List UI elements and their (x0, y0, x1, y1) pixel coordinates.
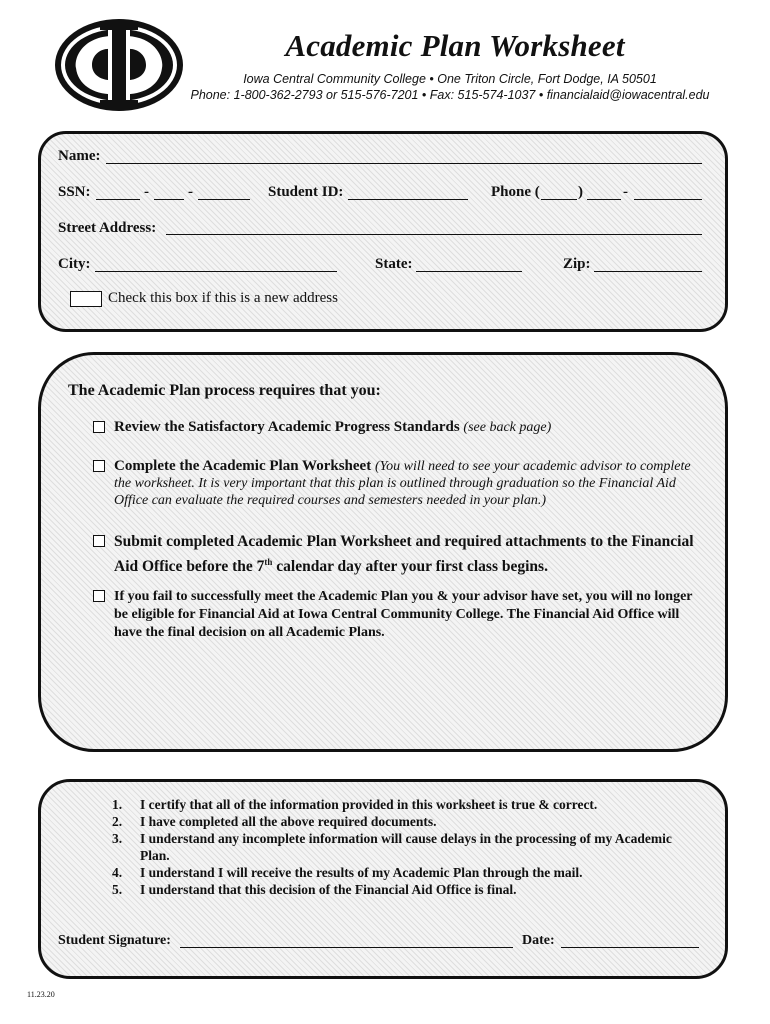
phone-label: Phone ( (491, 184, 540, 200)
college-address: Iowa Central Community College • One Triton Circle, Fort Dodge, IA 50501 (243, 72, 657, 86)
ssn-label: SSN: (58, 184, 91, 200)
requirement-text: Submit completed Academic Plan Worksheet and required attachments to the Financial Aid Office before the 7 (114, 533, 694, 576)
requirement-note: (You will need to see your academic advisor to complete the worksheet. It is very important that this plan is outlined through graduation so the Financial Aid Office can evaluate the required courses and semesters needed in your plan.) (114, 459, 691, 508)
requirement-text: calendar day after your first class begins. (272, 558, 548, 576)
requirement-item (114, 419, 704, 436)
checkbox-icon (93, 421, 105, 433)
requirement-item (114, 588, 704, 642)
college-contact: Phone: 1-800-362-2793 or 515-576-7201 • Fax: 515-574-1037 • financialaid@iowacentral.edu (190, 88, 710, 102)
requirement-item (114, 458, 704, 509)
requirement-text: Review the Satisfactory Academic Progress Standards (114, 419, 460, 435)
state-label: State: (375, 256, 413, 272)
phone-area-field[interactable] (541, 199, 577, 200)
ssn-dash: - (188, 184, 193, 200)
student-id-field[interactable] (348, 199, 468, 200)
new-address-checkbox[interactable] (70, 291, 102, 307)
page-title: Academic Plan Worksheet (285, 28, 625, 63)
list-item: 2. I have completed all the above required documents. (112, 814, 437, 829)
zip-field[interactable] (594, 271, 702, 272)
superscript: th (264, 557, 273, 567)
name-label: Name: (58, 148, 101, 164)
zip-label: Zip: (563, 256, 591, 272)
list-item: 4. I understand I will receive the results of my Academic Plan through the mail. (112, 865, 583, 880)
requirements-heading: The Academic Plan process requires that you: (68, 382, 381, 399)
state-field[interactable] (416, 271, 522, 272)
ssn-field-part2[interactable] (154, 199, 184, 200)
list-item: 3. I understand any incomplete information will cause delays in the processing of my Academic Plan. (112, 831, 672, 863)
checkbox-icon (93, 460, 105, 472)
ssn-field-part3[interactable] (198, 199, 250, 200)
ssn-dash: - (144, 184, 149, 200)
name-field[interactable] (106, 163, 702, 164)
signature-label: Student Signature: (58, 933, 171, 948)
date-label: Date: (522, 933, 555, 948)
requirement-item (114, 532, 704, 577)
version-date: 11.23.20 (27, 990, 55, 999)
list-item: 5. I understand that this decision of the Financial Aid Office is final. (112, 882, 517, 897)
ssn-field-part1[interactable] (96, 199, 140, 200)
street-address-label: Street Address: (58, 220, 157, 236)
requirement-note: (see back page) (463, 420, 552, 435)
certification-list (112, 796, 692, 898)
phone-paren: ) (578, 184, 583, 200)
date-field[interactable] (561, 947, 699, 948)
college-logo-icon (52, 16, 186, 114)
phone-dash: - (623, 184, 628, 200)
city-field[interactable] (95, 271, 337, 272)
student-id-label: Student ID: (268, 184, 344, 200)
phone-line-field[interactable] (634, 199, 702, 200)
checkbox-icon (93, 590, 105, 602)
requirement-text: Complete the Academic Plan Worksheet (114, 458, 372, 474)
signature-field[interactable] (180, 947, 513, 948)
checkbox-icon (93, 535, 105, 547)
new-address-checkbox-label: Check this box if this is a new address (108, 290, 338, 306)
city-label: City: (58, 256, 91, 272)
requirement-text: If you fail to successfully meet the Academic Plan you & your advisor have set, you will no longer be eligible for Financial Aid at Iowa Central Community College. The Financial Aid Office will have the final decision on all Academic Plans. (114, 589, 693, 640)
phone-prefix-field[interactable] (587, 199, 621, 200)
street-address-field[interactable] (166, 234, 702, 235)
list-item: 1. I certify that all of the information provided in this worksheet is true & correct. (112, 797, 598, 812)
